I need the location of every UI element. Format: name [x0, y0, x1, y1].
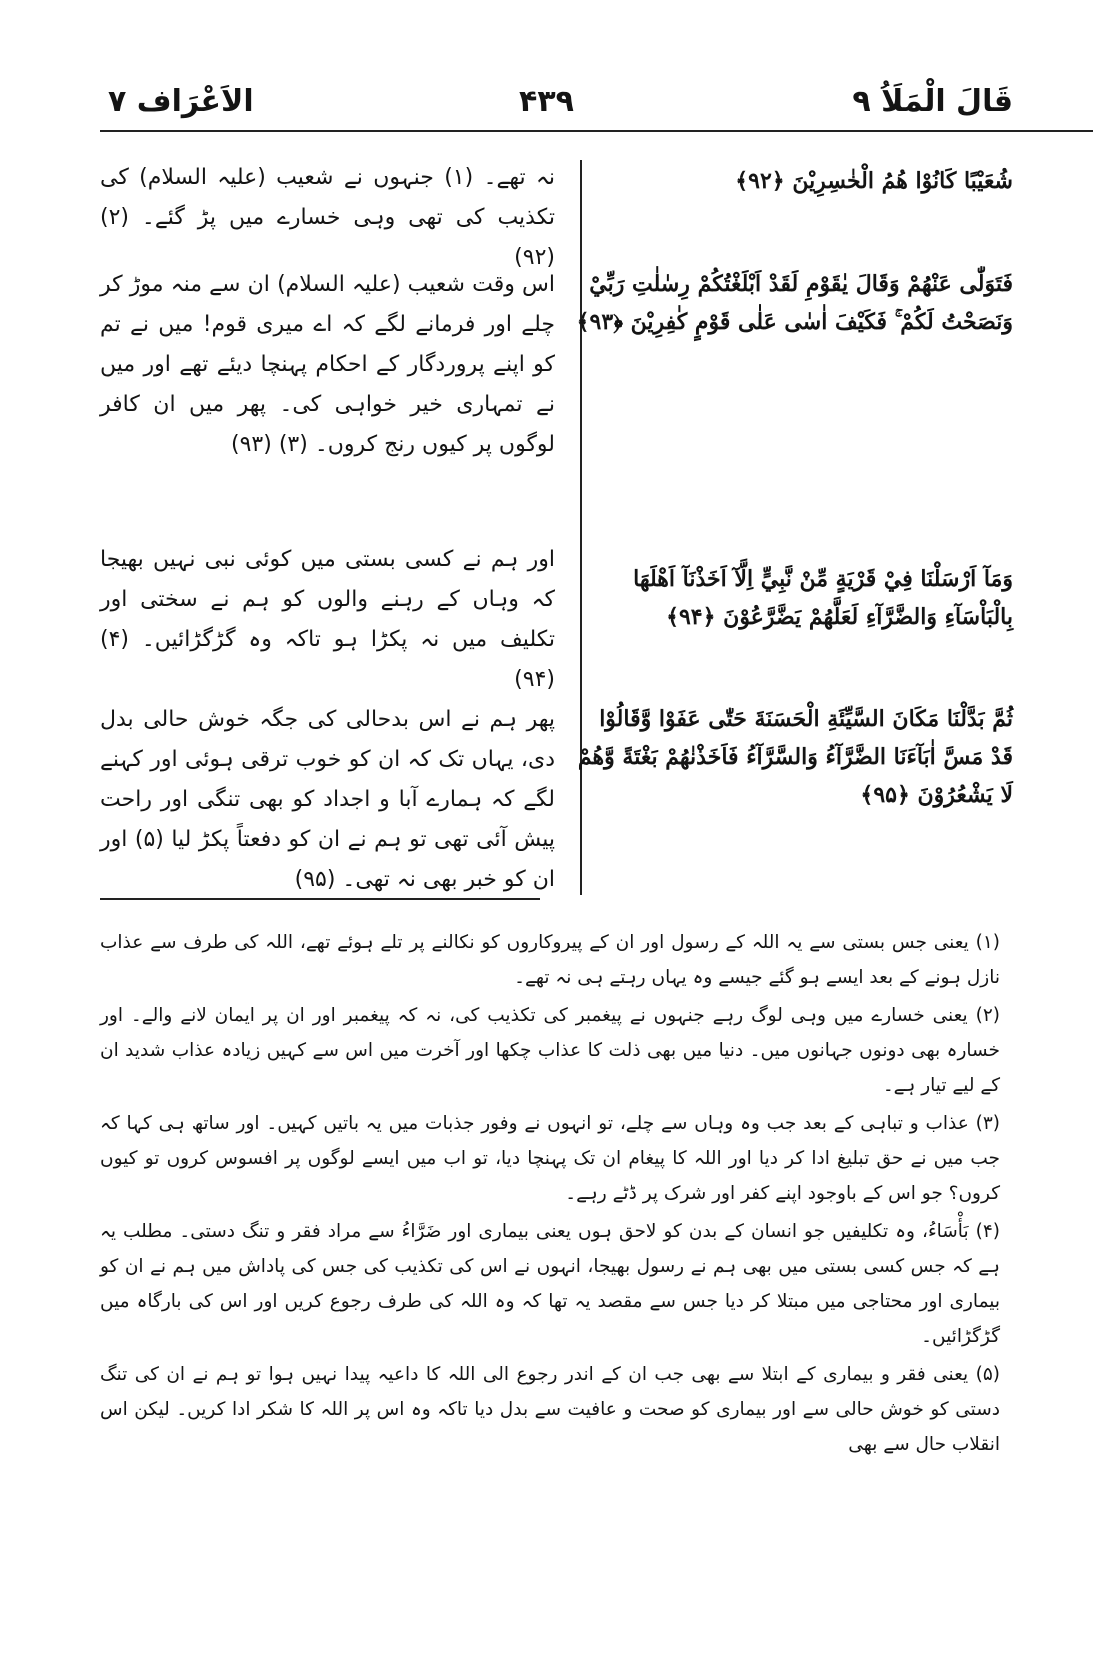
footnote-5: (۵) یعنی فقر و بیماری کے ابتلا سے بھی جب ان کے اندر رجوع الی اللہ کا داعیہ پیدا نہیں ہوا تو ہم نے ان کی تنگ دستی کو خوش حالی سے اور بیماری کو صحت و عافیت سے بدل دیا تاکہ وہ اس پر اللہ کا شکر ادا کریں۔ لیکن اس انقلاب حال سے بھی — [100, 1364, 1000, 1455]
footnotes — [100, 925, 1000, 1465]
header-rule — [100, 130, 1093, 132]
footnote-4: (۴) بَأْسَاءُ، وہ تکلیفیں جو انسان کے بدن کو لاحق ہوں یعنی بیماری اور ضَرَّاءُ سے مراد فقر و تنگ دستی۔ مطلب یہ ہے کہ جس کسی بستی میں بھی ہم نے رسول بھیجا، انہوں نے اس کی تکذیب کی جس کی پاداش میں ہم نے ان کو بیماری اور محتاجی میں مبتلا کر دیا جس سے مقصد یہ تھا کہ وہ اللہ کی طرف رجوع کریں اور اس کی بارگاہ میں گڑگڑائیں۔ — [100, 1221, 1000, 1347]
urdu-translation-92: نہ تھے۔ (۱) جنہوں نے شعیب (علیہ السلام) کی تکذیب کی تھی وہی خسارے میں پڑ گئے۔ (۲) (۹۲) — [100, 165, 555, 270]
arabic-verse-92: شُعَيْبًا كَانُوْا هُمُ الْخٰسِرِيْنَ ﴿۹۲﴾ — [735, 168, 1013, 194]
arabic-verse-94: وَمَآ اَرْسَلْنَا فِيْ قَرْيَةٍ مِّنْ نَّبِيٍّ اِلَّآ اَخَذْنَآ اَهْلَهَا بِالْبَاْسَآءِ وَالضَّرَّآءِ لَعَلَّهُمْ يَضَّرَّعُوْنَ ﴿۹۴﴾ — [633, 566, 1013, 630]
footnote-3: (۳) عذاب و تباہی کے بعد جب وہ وہاں سے چلے، تو انہوں نے وفور جذبات میں یہ باتیں کہیں۔ اور ساتھ ہی کہا کہ جب میں نے حق تبلیغ ادا کر دیا اور اللہ کا پیغام ان تک پہنچا دیا، تو اب میں ایسے لوگوں پر افسوس کروں تو کیوں کروں؟ جو اس کے باوجود اپنے کفر اور شرک پر ڈٹے رہے۔ — [100, 1113, 1000, 1204]
footnote-rule — [100, 898, 540, 900]
arabic-verse-93: فَتَوَلّٰى عَنْهُمْ وَقَالَ يٰقَوْمِ لَقَدْ اَبْلَغْتُكُمْ رِسٰلٰتِ رَبِّيْ وَنَصَحْتُ لَكُمْ ۚ فَكَيْفَ اٰسٰى عَلٰى قَوْمٍ كٰفِرِيْنَ ﴿۹۳﴾ — [576, 271, 1013, 335]
footnote-1: (۱) یعنی جس بستی سے یہ اللہ کے رسول اور ان کے پیروکاروں کو نکالنے پر تلے ہوئے تھے، اللہ کی طرف سے عذاب نازل ہونے کے بعد ایسے ہو گئے جیسے وہ یہاں رہتے ہی نہ تھے۔ — [100, 932, 1000, 988]
header-surah-name: الاَعْرَاف ۷ — [108, 84, 254, 119]
arabic-verse-95: ثُمَّ بَدَّلْنَا مَكَانَ السَّيِّئَةِ الْحَسَنَةَ حَتّٰى عَفَوْا وَّقَالُوْا قَدْ مَسَّ اٰبَآءَنَا الضَّرَّآءُ وَالسَّرَّآءُ فَاَخَذْنٰهُمْ بَغْتَةً وَّهُمْ لَا يَشْعُرُوْنَ ﴿۹۵﴾ — [577, 706, 1013, 808]
urdu-translation-93: اس وقت شعیب (علیہ السلام) ان سے منہ موڑ کر چلے اور فرمانے لگے کہ اے میری قوم! میں نے تم کو اپنے پروردگار کے احکام پہنچا دیئے تھے اور میں نے تمہاری خیر خواہی کی۔ پھر میں ان کافر لوگوں پر کیوں رنج کروں۔ (۳) (۹۳) — [100, 272, 555, 457]
header-surah-juz: قَالَ الْمَلَاُ ۹ — [852, 84, 1013, 119]
urdu-translation-95: پھر ہم نے اس بدحالی کی جگہ خوش حالی بدل دی، یہاں تک کہ ان کو خوب ترقی ہوئی اور کہنے لگے کہ ہمارے آبا و اجداد کو بھی تنگی اور راحت پیش آئی تھی تو ہم نے ان کو دفعتاً پکڑ لیا (۵) اور ان کو خبر بھی نہ تھی۔ (۹۵) — [100, 707, 556, 892]
urdu-translation-94: اور ہم نے کسی بستی میں کوئی نبی نہیں بھیجا کہ وہاں کے رہنے والوں کو ہم نے سختی اور تکلیف میں نہ پکڑا ہو تاکہ وہ گڑگڑائیں۔ (۴) (۹۴) — [100, 547, 555, 692]
footnote-2: (۲) یعنی خسارے میں وہی لوگ رہے جنہوں نے پیغمبر کی تکذیب کی، نہ کہ پیغمبر اور ان پر ایمان لانے والے۔ اور خسارہ بھی دونوں جہانوں میں۔ دنیا میں بھی ذلت کا عذاب چکھا اور آخرت میں اس سے کہیں زیادہ عذاب شدید ان کے لیے تیار ہے۔ — [100, 1005, 1000, 1096]
page-number: ۴۳۹ — [519, 84, 574, 119]
